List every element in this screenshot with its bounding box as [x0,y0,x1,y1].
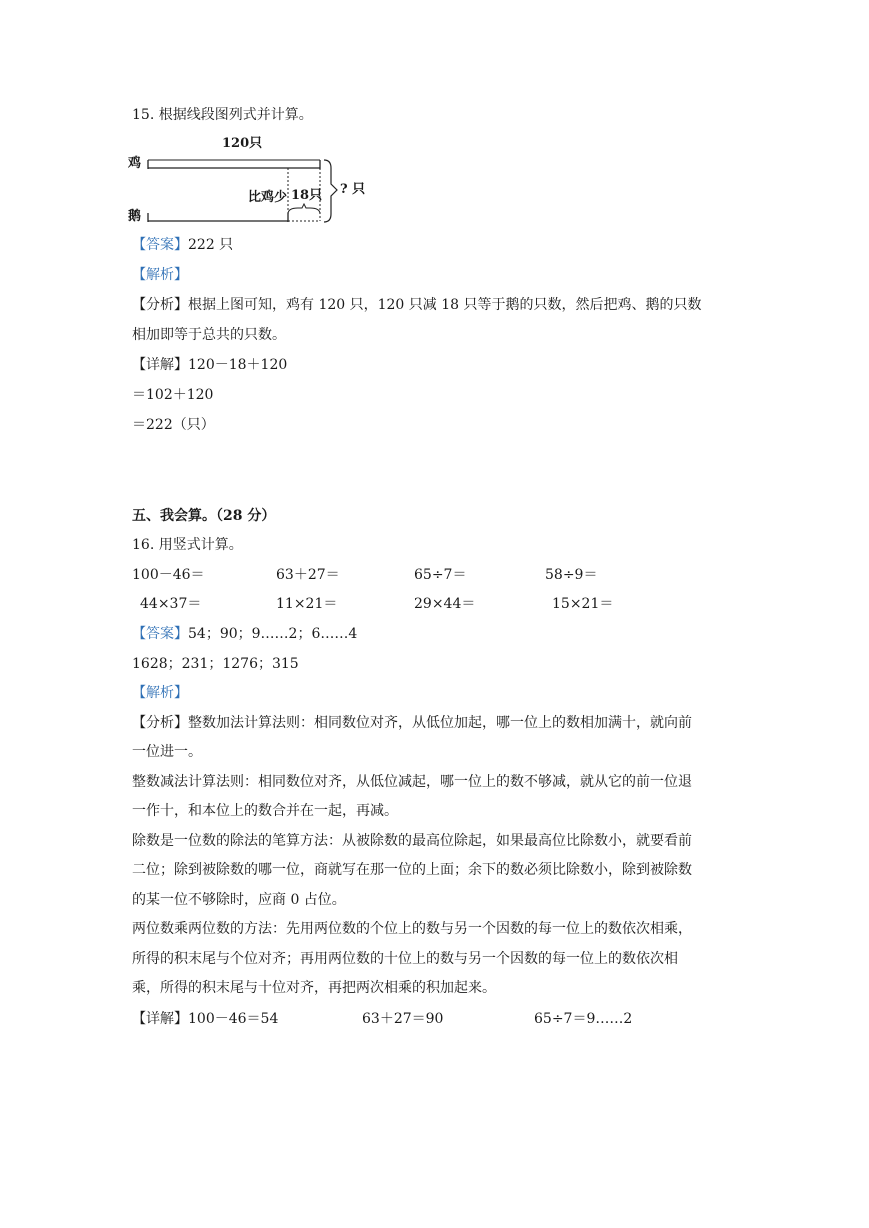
q15-stem: 15. 根据线段图列式并计算。 [132,107,313,123]
answer-tag: 【答案】 [132,237,188,253]
line-segment-diagram [128,128,378,228]
problem-cell: 44×37＝ [140,596,202,612]
analysis-tag: 【分析】 [132,715,188,731]
q15-detail-line [132,355,287,375]
answer-tag: 【答案】 [132,626,188,642]
q16-analysis-line [132,713,692,733]
problem-cell: 100－46＝ [132,567,205,583]
analysis-line: 两位数乘两位数的方法：先用两位数的个位上的数与另一个因数的每一位上的数依次相乘， [132,921,692,937]
q16-detail-line [132,1009,278,1029]
problem-cell: 63＋27＝ [276,567,340,583]
analysis-text: 根据上图可知，鸡有 120 只，120 只减 18 只等于鹅的只数，然后把鸡、鹅的只数 [188,297,702,313]
section-heading: 五、我会算。（28 分） [132,508,276,524]
problem-cell: 58÷9＝ [545,567,598,583]
analysis-line: 的某一位不够除时，应商 0 占位。 [132,892,346,908]
analysis-line: 所得的积末尾与个位对齐；再用两位数的十位上的数与另一个因数的每一位上的数依次相 [132,951,678,967]
label-less-count: 18只 [291,188,323,203]
analysis-text: 整数加法计算法则：相同数位对齐，从低位加起，哪一位上的数相加满十，就向前 [188,715,692,731]
detail-text: 120－18＋120 [188,357,288,373]
analysis-tag: 【分析】 [132,297,188,313]
analysis-line: 一位进一。 [132,744,202,760]
analysis-line: 除数是一位数的除法的笔算方法：从被除数的最高位除起，如果最高位比除数小，就要看前 [132,833,692,849]
q15-detail-line2: ＝102＋120 [132,387,214,403]
q16-stem: 16. 用竖式计算。 [132,537,243,553]
q15-analysis-line [132,295,702,315]
detail-tag: 【详解】 [132,357,188,373]
q16-jiexi-tag: 【解析】 [132,685,188,701]
analysis-line: 整数减法计算法则：相同数位对齐，从低位减起，哪一位上的数不够减，就从它的前一位退 [132,774,692,790]
problem-cell: 65÷7＝ [414,567,467,583]
q16-answer-line2: 1628；231；1276；315 [132,656,299,672]
analysis-line: 二位；除到被除数的哪一位，商就写在那一位的上面；余下的数必须比除数小，除到被除数 [132,862,692,878]
q15-jiexi-tag: 【解析】 [132,267,188,283]
problem-cell: 15×21＝ [552,596,614,612]
problem-cell: 11×21＝ [276,596,338,612]
label-less: 比鸡少 [248,190,288,205]
q15-detail-line3: ＝222（只） [132,417,215,433]
label-top-count: 120只 [222,136,263,151]
detail-item: 65÷7＝9……2 [534,1011,633,1027]
detail-tag: 【详解】 [132,1011,188,1027]
detail-item: 63＋27＝90 [362,1011,444,1027]
q15-answer [132,235,233,255]
label-total: ? 只 [340,182,366,197]
analysis-line: 一作十，和本位上的数合并在一起，再减。 [132,803,398,819]
problem-cell: 29×44＝ [414,596,476,612]
answer-text: 222 只 [188,237,234,253]
detail-item: 100－46＝54 [188,1011,279,1027]
label-chicken: 鸡 [128,156,142,171]
answer-text: 54；90；9……2；6……4 [188,626,358,642]
q16-answer [132,624,357,644]
q15-analysis-line2: 相加即等于总共的只数。 [132,327,286,343]
label-goose: 鹅 [128,209,142,224]
analysis-line: 乘，所得的积末尾与十位对齐，再把两次相乘的积加起来。 [132,980,496,996]
